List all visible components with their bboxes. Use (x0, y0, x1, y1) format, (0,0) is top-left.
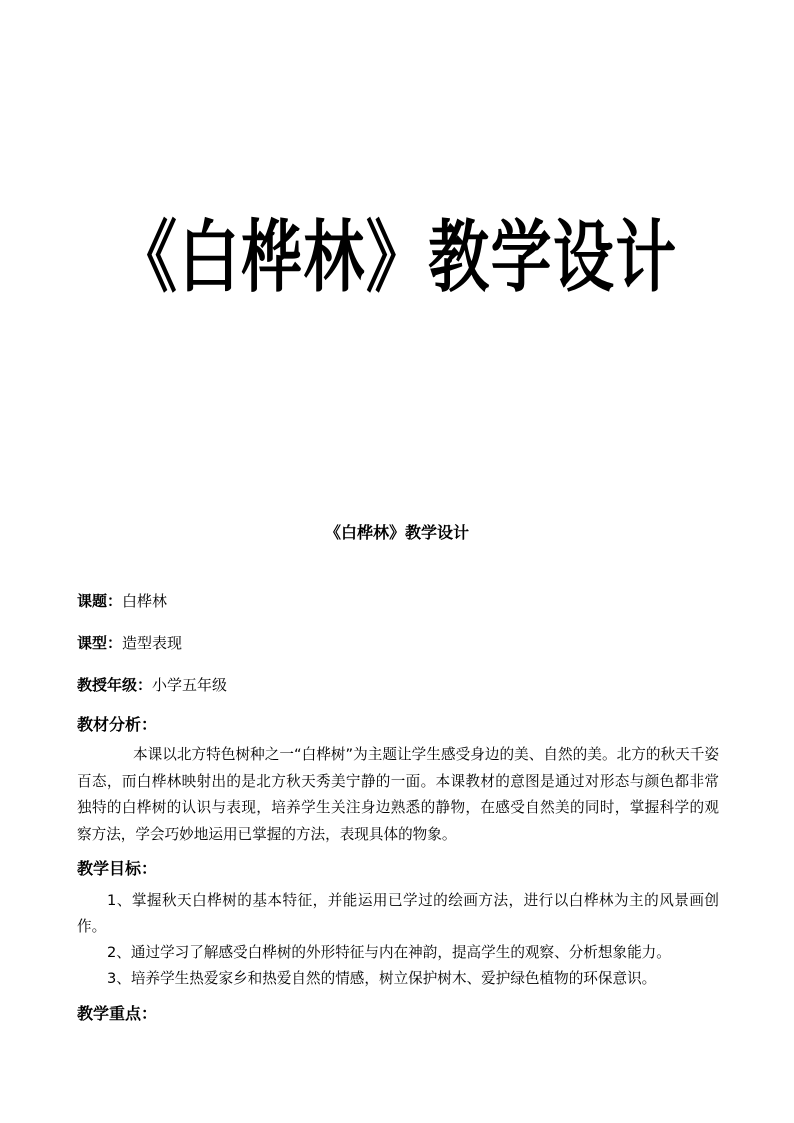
lesson-type-value: 造型表现 (122, 634, 183, 652)
topic-value: 白桦林 (122, 592, 168, 610)
goal-item-2: 2、通过学习了解感受白桦树的外形特征与内在神韵，提高学生的观察、分析想象能力。 (107, 944, 671, 961)
lesson-type-field (77, 632, 182, 654)
goals-heading: 教学目标： (77, 859, 158, 878)
lesson-type-label: 课型： (77, 634, 123, 652)
analysis-paragraph: 本课以北方特色树种之一“白桦树”为主题让学生感受身边的美、自然的美。北方的秋天千姿百态，而白桦林映射出的是北方秋天秀美宁静的一面。本课教材的意图是通过对形态与颜色都非常独特的白桦树的认识与表现，培养学生关注身边熟悉的静物，在感受自然美的同时，掌握科学的观察方法，学会巧妙地运用已掌握的方法，表现具体的物象。 (77, 746, 719, 843)
document-title: 《白桦林》教学设计 (324, 523, 469, 542)
goal-item-1: 1、掌握秋天白桦树的基本特征，并能运用已学过的绘画方法，进行以白桦林为主的风景画创作。 (77, 892, 719, 935)
key-points-heading: 教学重点： (77, 1004, 158, 1023)
topic-label: 课题： (77, 592, 123, 610)
grade-field (77, 674, 227, 696)
cover-title: 《白桦林》教学设计 (116, 213, 678, 303)
analysis-heading: 教材分析： (77, 715, 158, 734)
grade-value: 小学五年级 (152, 676, 228, 694)
goal-item-3: 3、培养学生热爱家乡和热爱自然的情感，树立保护树木、爱护绿色植物的环保意识。 (107, 970, 657, 987)
topic-field (77, 590, 167, 612)
grade-label: 教授年级： (77, 676, 153, 694)
